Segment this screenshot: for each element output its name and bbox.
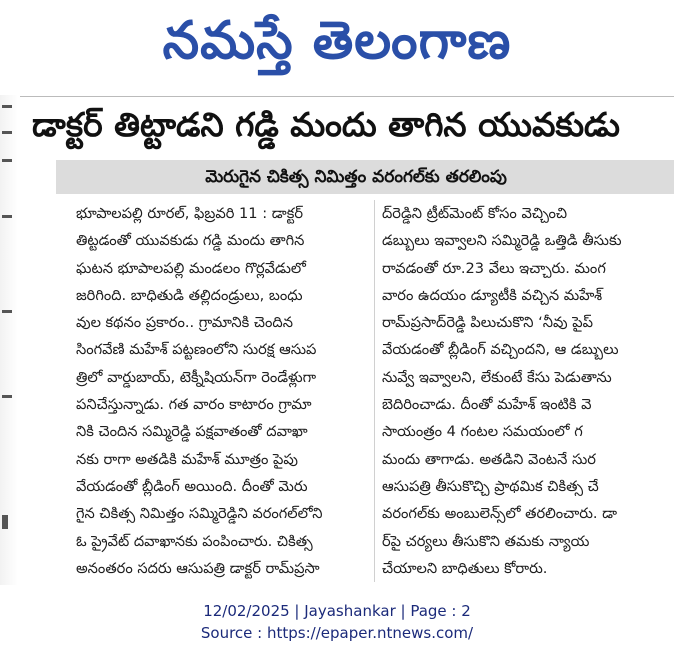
masthead <box>0 0 674 82</box>
body-line: తిట్టడంతో యువకుడు గడ్డి మందు తాగిన <box>76 232 305 250</box>
body-line: చేయాలని బాధితులు కోరారు. <box>382 559 548 577</box>
body-line: ద్‌రెడ్డిని ట్రీట్‌మెంట్ కోసం వెచ్చించి <box>382 205 568 222</box>
edge-mark <box>2 215 12 218</box>
body-line: డబ్బులు ఇవ్వాలని సమ్మిరెడ్డి ఒత్తిడి తీసుకు <box>382 232 622 250</box>
article-subheadline: మెరుగైన చికిత్స నిమిత్తం వరంగల్‌కు తరలింపు <box>205 167 507 187</box>
body-line: సాయంత్రం 4 గంటల సమయంలో గ <box>382 423 583 441</box>
edge-mark <box>2 310 12 313</box>
body-line: రామ్‌ప్రసాద్‌రెడ్డి పిలుచుకొని ‘నీవు పైప్ <box>382 314 593 332</box>
body-line: ఓ ప్రైవేట్ దవాఖానకు పంపించారు. చికిత్స <box>76 532 313 550</box>
body-line: అనంతరం సదరు ఆసుపత్రి డాక్టర్ రామ్‌ప్రసా <box>76 559 320 577</box>
headline-area <box>20 96 674 153</box>
body-line: నికి చెందిన సమ్మిరెడ్డి పక్షవాతంతో దవాఖా <box>76 423 308 441</box>
subheadline-area <box>56 160 674 194</box>
body-line: వేయడంతో బ్లీడింగ్ అయింది. దీంతో మెరు <box>76 477 308 495</box>
source-link[interactable]: Source : https://epaper.ntnews.com/ <box>200 624 474 642</box>
body-line: గైన చికిత్స నిమిత్తం సమ్మిరెడ్డిని వరంగల్‌లోని <box>76 505 323 523</box>
edge-mark <box>2 131 12 134</box>
column-divider <box>374 200 375 582</box>
body-line: సింగవేణి మహేశ్ పట్టణంలోని సురక్ష ఆసుప <box>76 341 317 359</box>
edge-mark <box>2 159 12 162</box>
body-line: వారం ఉదయం డ్యూటీకి వచ్చిన మహేశ్ <box>382 286 603 304</box>
body-line: భూపాలపల్లి రూరల్, ఫిబ్రవరి 11 : డాక్టర్ <box>76 205 304 222</box>
edition-info: 12/02/2025 | Jayashankar | Page : 2 <box>203 602 471 620</box>
article-column-right <box>382 200 674 582</box>
edge-mark <box>2 515 8 529</box>
body-line: నువ్వే ఇవ్వాలని, లేకుంటే కేసు పెడుతాను <box>382 368 612 386</box>
body-line: ఆసుపత్రి తీసుకొచ్చి ప్రాథమిక చికిత్స చే <box>382 477 599 495</box>
body-line: వుల కథనం ప్రకారం.. గ్రామానికి చెందిన <box>76 314 293 332</box>
body-line: పనిచేస్తున్నాడు. గత వారం కాటారం గ్రామా <box>76 396 312 414</box>
article-headline: డాక్టర్ తిట్టాడని గడ్డి మందు తాగిన యువకుడు <box>32 105 620 144</box>
body-line: వేయడంతో బ్లీడింగ్ వచ్చిందని, ఆ డబ్బులు <box>382 341 619 359</box>
edge-mark <box>2 105 12 108</box>
body-line: వరంగల్‌కు అంబులెన్స్‌లో తరలించారు. డా <box>382 505 618 523</box>
body-line: ఘటన భూపాలపల్లి మండలం గొర్లవేడులో <box>76 259 306 277</box>
newspaper-logo: నమస్తే తెలంగాణ <box>162 11 512 71</box>
article-column-left <box>76 200 368 582</box>
body-line: త్రిలో వార్డుబాయ్, టెక్నీషియన్‌గా రెండేళ్లుగా <box>76 368 317 386</box>
body-line: నకు రాగా అతడికి మహేశ్ మూత్రం పైపు <box>76 450 298 468</box>
body-line: జరిగింది. బాధితుడి తల్లిదండ్రులు, బంధు <box>76 286 303 304</box>
body-line: ర్‌పై చర్యలు తీసుకొని తమకు న్యాయ <box>382 532 590 550</box>
edge-mark <box>2 395 12 398</box>
body-line: బెదిరించాడు. దీంతో మహేశ్ ఇంటికి వె <box>382 396 592 414</box>
body-line: మందు తాగాడు. అతడిని వెంటనే సుర <box>382 450 596 468</box>
adjacent-column-edge <box>0 95 18 585</box>
body-line: రావడంతో రూ.23 వేలు ఇచ్చారు. మంగ <box>382 259 606 277</box>
